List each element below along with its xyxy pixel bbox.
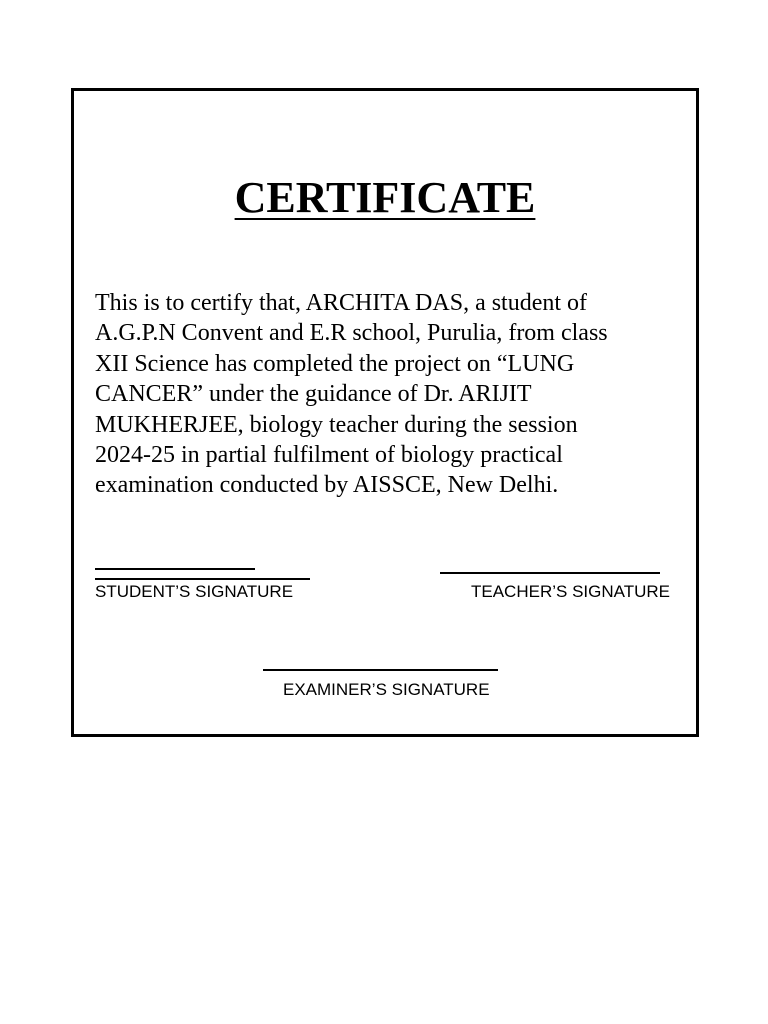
body-line: This is to certify that, ARCHITA DAS, a student of <box>95 290 588 316</box>
teacher-signature-line <box>440 572 660 574</box>
student-signature-line <box>95 578 310 580</box>
examiner-signature-line <box>263 669 498 671</box>
body-line: CANCER” under the guidance of Dr. ARIJIT <box>95 381 532 408</box>
examiner-signature-label: EXAMINER’S SIGNATURE <box>283 680 490 699</box>
certificate-title: CERTIFICATE <box>234 173 536 222</box>
student-signature-line-short <box>95 568 255 570</box>
body-line: XII Science has completed the project on “LUNG <box>95 350 575 377</box>
student-signature-label: STUDENT’S SIGNATURE <box>95 582 294 601</box>
body-line: 2024-25 in partial fulfilment of biology practical <box>95 442 563 469</box>
body-line: examination conducted by AISSCE, New Delhi. <box>95 472 559 499</box>
certificate-body <box>95 288 665 501</box>
certificate-frame <box>71 88 699 737</box>
teacher-signature-label: TEACHER’S SIGNATURE <box>471 582 670 601</box>
body-line: A.G.P.N Convent and E.R school, Purulia, from class <box>95 320 608 347</box>
body-line: MUKHERJEE, biology teacher during the session <box>95 411 578 438</box>
